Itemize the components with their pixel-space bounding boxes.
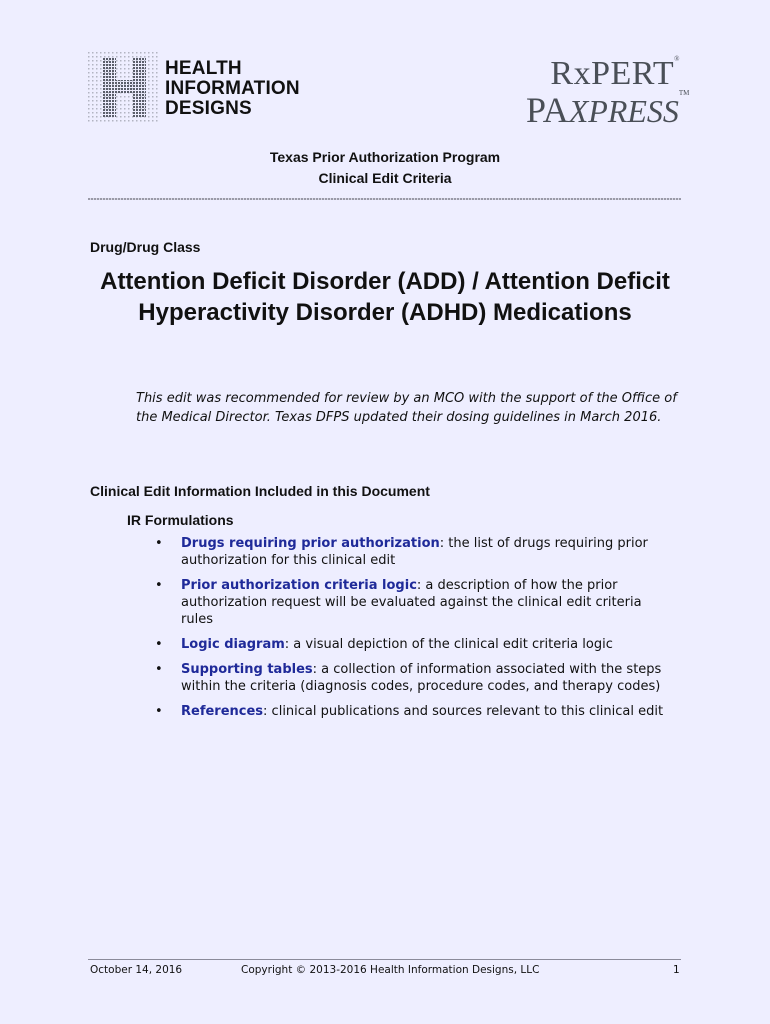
list-item-term: Prior authorization criteria logic	[181, 578, 417, 593]
rx-mark: Rx	[550, 55, 592, 92]
list-item-desc: : a description of how the prior authorization request will be evaluated against the clinical edit criteria rules	[181, 578, 642, 627]
drug-class-label: Drug/Drug Class	[90, 239, 201, 255]
bullet-icon: •	[155, 536, 163, 551]
list-item	[155, 661, 675, 695]
hid-logo-text	[165, 59, 300, 119]
footer-divider	[88, 959, 681, 960]
hid-logo-line: INFORMATION	[165, 78, 300, 99]
document-title: Attention Deficit Disorder (ADD) / Attention Deficit Hyperactivity Disorder (ADHD) Medications	[100, 268, 670, 326]
registered-mark: ®	[674, 55, 680, 63]
list-item-desc: : a collection of information associated with the steps within the criteria (diagnosis codes, procedure codes, and therapy codes)	[181, 662, 662, 694]
paxpress-logo-text	[526, 89, 689, 131]
criteria-title: Clinical Edit Criteria	[318, 170, 452, 186]
page-number: 1	[673, 964, 680, 976]
header-divider	[88, 198, 681, 200]
list-item-desc: : a visual depiction of the clinical edit criteria logic	[284, 637, 613, 652]
pa-mark: PA	[526, 90, 569, 130]
trademark-mark: TM	[678, 89, 690, 97]
list-item	[155, 636, 675, 653]
hid-logo-line: HEALTH	[165, 58, 242, 79]
program-title: Texas Prior Authorization Program	[269, 149, 501, 165]
list-item-desc: : clinical publications and sources relevant to this clinical edit	[263, 704, 664, 719]
rxpert-word: PERT	[591, 55, 675, 92]
xpress-word: XPRESS	[568, 93, 679, 129]
hid-logo-icon	[88, 52, 160, 124]
recommendation-note: This edit was recommended for review by an MCO with the support of the Office of the Medical Director. Texas DFPS updated their dosing guidelines in March 2016.	[136, 391, 677, 425]
section-heading: Clinical Edit Information Included in this Document	[90, 483, 430, 499]
health-information-designs-logo	[88, 52, 318, 128]
list-item	[155, 703, 675, 720]
list-item-desc: : the list of drugs requiring prior authorization for this clinical edit	[181, 536, 648, 568]
list-item-term: References	[181, 704, 264, 719]
bullet-icon: •	[155, 637, 163, 652]
list-item-term: Supporting tables	[181, 662, 313, 677]
bullet-icon: •	[155, 662, 163, 677]
rxpert-paxpress-logo	[526, 55, 690, 130]
bullet-icon: •	[155, 704, 163, 719]
section-subheading: IR Formulations	[127, 512, 234, 528]
contents-list	[155, 535, 675, 728]
list-item-term: Logic diagram	[181, 637, 285, 652]
list-item	[155, 535, 675, 569]
hid-logo-line: DESIGNS	[165, 98, 252, 119]
bullet-icon: •	[155, 578, 163, 593]
footer-copyright: Copyright © 2013-2016 Health Information Designs, LLC	[241, 964, 540, 976]
footer-date: October 14, 2016	[90, 964, 183, 976]
rxpert-logo-text	[550, 55, 680, 93]
list-item	[155, 577, 675, 628]
list-item-term: Drugs requiring prior authorization	[181, 536, 440, 551]
